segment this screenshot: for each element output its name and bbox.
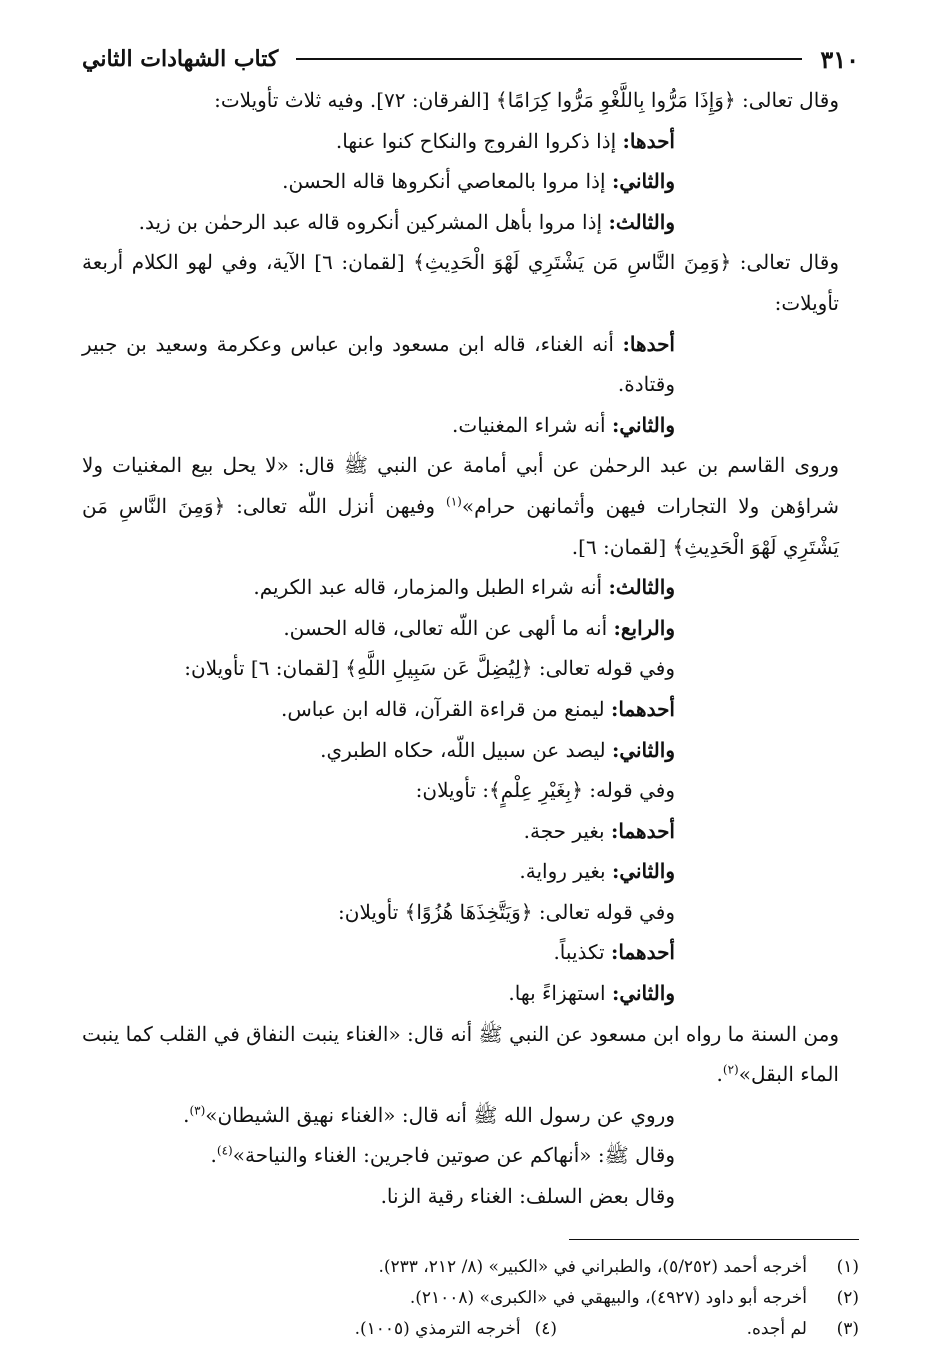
page-number: ٣١٠ xyxy=(820,44,859,74)
paragraph: أحدها: أنه الغناء، قاله ابن مسعود وابن عباس وعكرمة وسعيد بن جبير وقتادة. xyxy=(82,331,675,397)
footnote-text: أخرجه الترمذي (١٠٠٥). xyxy=(354,1318,521,1339)
paragraph: أحدهما: ليمنع من قراءة القرآن، قاله ابن عباس. xyxy=(280,696,675,721)
footnote-ref: (٢) xyxy=(722,1062,739,1077)
footnote xyxy=(82,1283,859,1314)
footnote-number: (٢) xyxy=(836,1287,859,1308)
paragraph: وقال ﷺ: «أنهاكم عن صوتين فاجرين: الغناء والنياحة»$^{(٤)}$. xyxy=(210,1143,675,1168)
paragraph: والثاني: أنه شراء المغنيات. xyxy=(452,412,675,437)
paragraph: وفي قوله: ﴿بِغَيْرِ عِلْمٍ﴾: تأويلان: xyxy=(415,778,675,803)
paragraph: ومن السنة ما رواه ابن مسعود عن النبي ﷺ أنه قال: «الغناء ينبت النفاق في القلب كما ينبت الماء البقل»$^{(٢)}$. xyxy=(82,1021,839,1087)
footnote-pair xyxy=(355,1314,807,1345)
footnote-number: (١) xyxy=(836,1256,859,1277)
paragraph: وقال بعض السلف: الغناء رقية الزنا. xyxy=(380,1184,675,1209)
paragraph: والثاني: بغير رواية. xyxy=(519,859,675,884)
paragraph: أحدهما: بغير حجة. xyxy=(523,818,675,843)
footnote-text: أخرجه أحمد (٥/٢٥٢)، والطبراني في «الكبير» (٨/ ٢١٢، ٢٣٣). xyxy=(378,1256,807,1277)
paragraph: والثاني: إذا مروا بالمعاصي أنكروها قاله الحسن. xyxy=(282,169,675,194)
paragraph: والثاني: ليصد عن سبيل اللّه، حكاه الطبري. xyxy=(320,737,675,762)
footnote-text: أخرجه أبو داود (٤٩٢٧)، والبيهقي في «الكبرى» (٢١٠٠٨). xyxy=(409,1287,807,1308)
footnotes xyxy=(82,1252,859,1345)
paragraph: والثاني: استهزاءً بها. xyxy=(508,981,675,1006)
book-title: كتاب الشهادات الثاني xyxy=(82,46,279,72)
paragraph: وقال تعالى: ﴿وَإِذَا مَرُّوا بِاللَّغْوِ مَرُّوا كِرَامًا﴾ [الفرقان: ٧٢]. وفيه ثلاث تأويلات: xyxy=(214,88,839,112)
paragraph: وفي قوله تعالى: ﴿لِيُضِلَّ عَن سَبِيلِ اللَّهِ﴾ [لقمان: ٦] تأويلان: xyxy=(184,656,675,681)
paragraph: أحدهما: تكذيباً. xyxy=(553,940,675,965)
footnote-number: (٤) xyxy=(534,1318,557,1339)
footnote-number: (٣) xyxy=(836,1318,859,1339)
paragraph: والثالث: أنه شراء الطبل والمزمار، قاله عبد الكريم. xyxy=(253,575,675,600)
page-header xyxy=(82,38,859,80)
header-rule xyxy=(296,58,802,60)
footnote-ref: (٣) xyxy=(189,1103,206,1118)
body-text xyxy=(82,80,859,1217)
paragraph: وفي قوله تعالى: ﴿وَيَتَّخِذَهَا هُزُوًا﴾ تأويلان: xyxy=(338,899,675,924)
footnote xyxy=(82,1252,859,1283)
footnote-ref: (٤) xyxy=(216,1143,233,1158)
footnote xyxy=(82,1314,859,1345)
paragraph: والرابع: أنه ما ألهى عن اللّه تعالى، قاله الحسن. xyxy=(283,615,675,640)
paragraph: والثالث: إذا مروا بأهل المشركين أنكروه قاله عبد الرحمٰن بن زيد. xyxy=(138,209,675,234)
footnote-divider xyxy=(569,1239,859,1240)
paragraph: وقال تعالى: ﴿وَمِنَ النَّاسِ مَن يَشْتَرِي لَهْوَ الْحَدِيثِ﴾ [لقمان: ٦] الآية، وفي لهو الكلام أربعة تأويلات: xyxy=(82,250,839,315)
paragraph: وروى القاسم بن عبد الرحمٰن عن أبي أمامة عن النبي ﷺ قال: «لا يحل بيع المغنيات ولا شراؤهن ولا التجارات فيهن وأثمانهن حرام»$^{(١)}$ وفيهن أنزل اللّه تعالى: ﴿وَمِنَ النَّاسِ مَن يَشْتَرِي لَهْوَ الْحَدِيثِ﴾ [لقمان: ٦]. xyxy=(82,453,839,559)
footnote-text: لم أجده. xyxy=(746,1318,807,1339)
footnote-ref: (١) xyxy=(446,494,462,509)
paragraph: أحدها: إذا ذكروا الفروج والنكاح كنوا عنها. xyxy=(335,128,675,153)
paragraph: وروي عن رسول الله ﷺ أنه قال: «الغناء نهيق الشيطان»$^{(٣)}$. xyxy=(183,1102,675,1127)
